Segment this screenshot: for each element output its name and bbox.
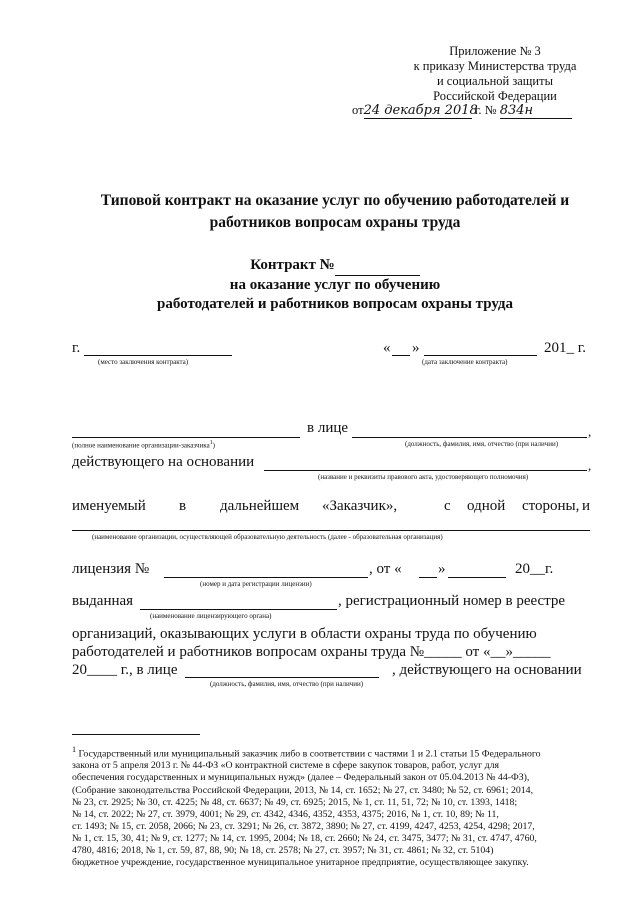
date-caption: (дата заключение контракта) <box>422 358 508 366</box>
acting-label: действующего на основании <box>72 454 255 470</box>
issued-label: выданная <box>72 593 134 609</box>
footnote-line: бюджетное учреждение, государственное муниципальное унитарное предприятие, осуществляющее закупку. <box>72 857 529 869</box>
w-zakazchik: «Заказчик», <box>322 498 398 514</box>
footnote <box>72 744 592 869</box>
w-storony: стороны, <box>522 498 580 514</box>
footnote-line: № 23, ст. 2925; № 30, ст. 4225; № 48, ст. 6637; № 49, ст. 6925; 2015, № 1, ст. 11, 51, 72; № 10, ст. 1393, 1418; <box>72 796 518 808</box>
month-blank <box>424 355 537 356</box>
license-label: лицензия № <box>72 561 150 577</box>
contract-subject: на оказание услуг по обучению <box>229 277 441 293</box>
license-blank <box>164 577 368 578</box>
act-blank <box>264 470 587 471</box>
footnote-ref: 1 <box>209 440 213 446</box>
w-v: в <box>179 498 187 514</box>
customer-caption-text: (полное наименование организации-заказчика <box>72 441 210 450</box>
number-prefix: г. № <box>474 103 497 117</box>
appendix-order: к приказу Министерства труда <box>413 59 577 73</box>
w-i: и <box>582 498 591 514</box>
license-caption: (номер и дата регистрации лицензии) <box>200 580 312 588</box>
order-date-line <box>352 103 572 119</box>
footnote-line: 4780, 4816; 2018, № 1, ст. 59, 87, 88, 90; № 18, ст. 2578; № 27, ст. 3957; № 31, ст. 4861; № 32, ст. 5104) <box>72 845 494 857</box>
w-dalneishem: дальнейшем <box>220 498 300 514</box>
person-caption: (должность, фамилия, имя, отчество (при наличии) <box>210 680 364 688</box>
title-line-1: Типовой контракт на оказание услуг по обучению работодателей и <box>100 192 570 209</box>
date-year: 201_ г. <box>544 340 586 356</box>
footnote-line: закона от 5 апреля 2013 г. № 44-ФЗ «О контрактной системе в сфере закупок товаров, работ, услуг для <box>72 760 499 772</box>
date-prefix: от <box>352 103 364 117</box>
registry-line-2: работодателей и работников вопросам охраны труда №_____ от «__»_____ <box>72 644 551 660</box>
act-caption: (название и реквизиты правового акта, удостоверяющего полномочия) <box>318 473 529 481</box>
issuer-blank <box>140 609 337 610</box>
footnote-line: ст. 1493; № 15, ст. 2058, 2066; № 23, ст. 3291; № 26, ст. 3872, 3890; № 27, ст. 4199, 4247, 4253, 4254, 4298; 2017, <box>72 820 535 832</box>
footnote-line: обеспечения государственных и муниципальных нужд» (далее – Федеральный закон от 05.04.2013 № 44-ФЗ), <box>72 772 530 784</box>
w-imenuemyi: именуемый <box>72 498 146 514</box>
registry-line-3b: , действующего на основании <box>392 662 582 678</box>
org-caption: (наименование организации, осуществляющей образовательную деятельность (далее - образовательная организация) <box>92 533 443 541</box>
footnote-line: № 14, ст. 2022; № 27, ст. 3979, 4001; № 29, ст. 4342, 4346, 4352, 4353, 4375; 2016, № 1, ст. 10, 89; № 11, <box>72 808 499 820</box>
position-blank <box>352 437 587 438</box>
city-prefix: г. <box>72 340 81 356</box>
customer-caption <box>72 440 215 449</box>
date-quote-close: » <box>412 340 420 356</box>
comma: , <box>588 424 592 439</box>
customer-caption-end: ) <box>212 441 215 450</box>
org-blank <box>72 530 590 531</box>
footnote-line: (Собрание законодательства Российской Федерации, 2013, № 14, ст. 1652; № 27, ст. 3480; № 52, ст. 6961; 2014, <box>72 784 534 796</box>
contract-number-blank <box>335 256 420 276</box>
appendix-header <box>370 44 620 104</box>
v-litse-label: в лице <box>307 420 349 436</box>
appendix-ministry: и социальной защиты <box>436 74 553 88</box>
date-quote-open: « <box>383 340 391 356</box>
handwritten-date: 24 декабря 2018 <box>363 103 478 118</box>
city-caption: (место заключения контракта) <box>98 358 189 366</box>
customer-blank <box>72 437 300 438</box>
document-title <box>80 190 590 234</box>
w-s: с <box>444 498 451 514</box>
contract-number-label: Контракт № <box>250 257 335 273</box>
license-day-blank <box>419 577 437 578</box>
city-blank <box>84 355 232 356</box>
appendix-federation: Российской Федерации <box>433 89 557 103</box>
footnote-line: № 1, ст. 15, 30, 41; № 9, ст. 1277; № 14, ст. 1995, 2004; № 18, ст. 2660; № 24, ст. 3475, 3477; № 31, ст. 4747, 4760, <box>72 832 537 844</box>
contract-heading <box>80 256 590 314</box>
person-blank <box>185 677 379 678</box>
footnote-separator <box>72 734 200 735</box>
title-line-2: работников вопросам охраны труда <box>209 214 461 231</box>
footnote-mark: 1 <box>72 745 77 754</box>
footnote-first-line-text: Государственный или муниципальный заказчик либо в соответствии с частями 1 и 2.1 статьи 15 Федерального <box>76 748 541 760</box>
registry-line-3a: 20____ г., в лице <box>72 662 178 678</box>
license-month-blank <box>448 577 506 578</box>
handwritten-number: 834н <box>500 103 572 119</box>
footnote-line <box>72 744 592 760</box>
appendix-number: Приложение № 3 <box>449 44 541 58</box>
contract-subject-2: работодателей и работников вопросам охраны труда <box>157 296 513 312</box>
registry-line-1: организаций, оказывающих услуги в области охраны труда по обучению <box>72 626 537 642</box>
issuer-caption: (наименование лицензирующего органа) <box>150 612 272 620</box>
day-blank <box>392 355 410 356</box>
license-year: 20__г. <box>515 561 554 577</box>
w-odnoi: одной <box>467 498 506 514</box>
license-close: » <box>438 561 446 577</box>
license-from: , от « <box>369 561 402 577</box>
position-caption: (должность, фамилия, имя, отчество (при наличии) <box>405 440 559 448</box>
contract-number-line <box>80 256 590 276</box>
issued-rest: , регистрационный номер в реестре <box>338 593 566 609</box>
comma-2: , <box>588 458 592 473</box>
